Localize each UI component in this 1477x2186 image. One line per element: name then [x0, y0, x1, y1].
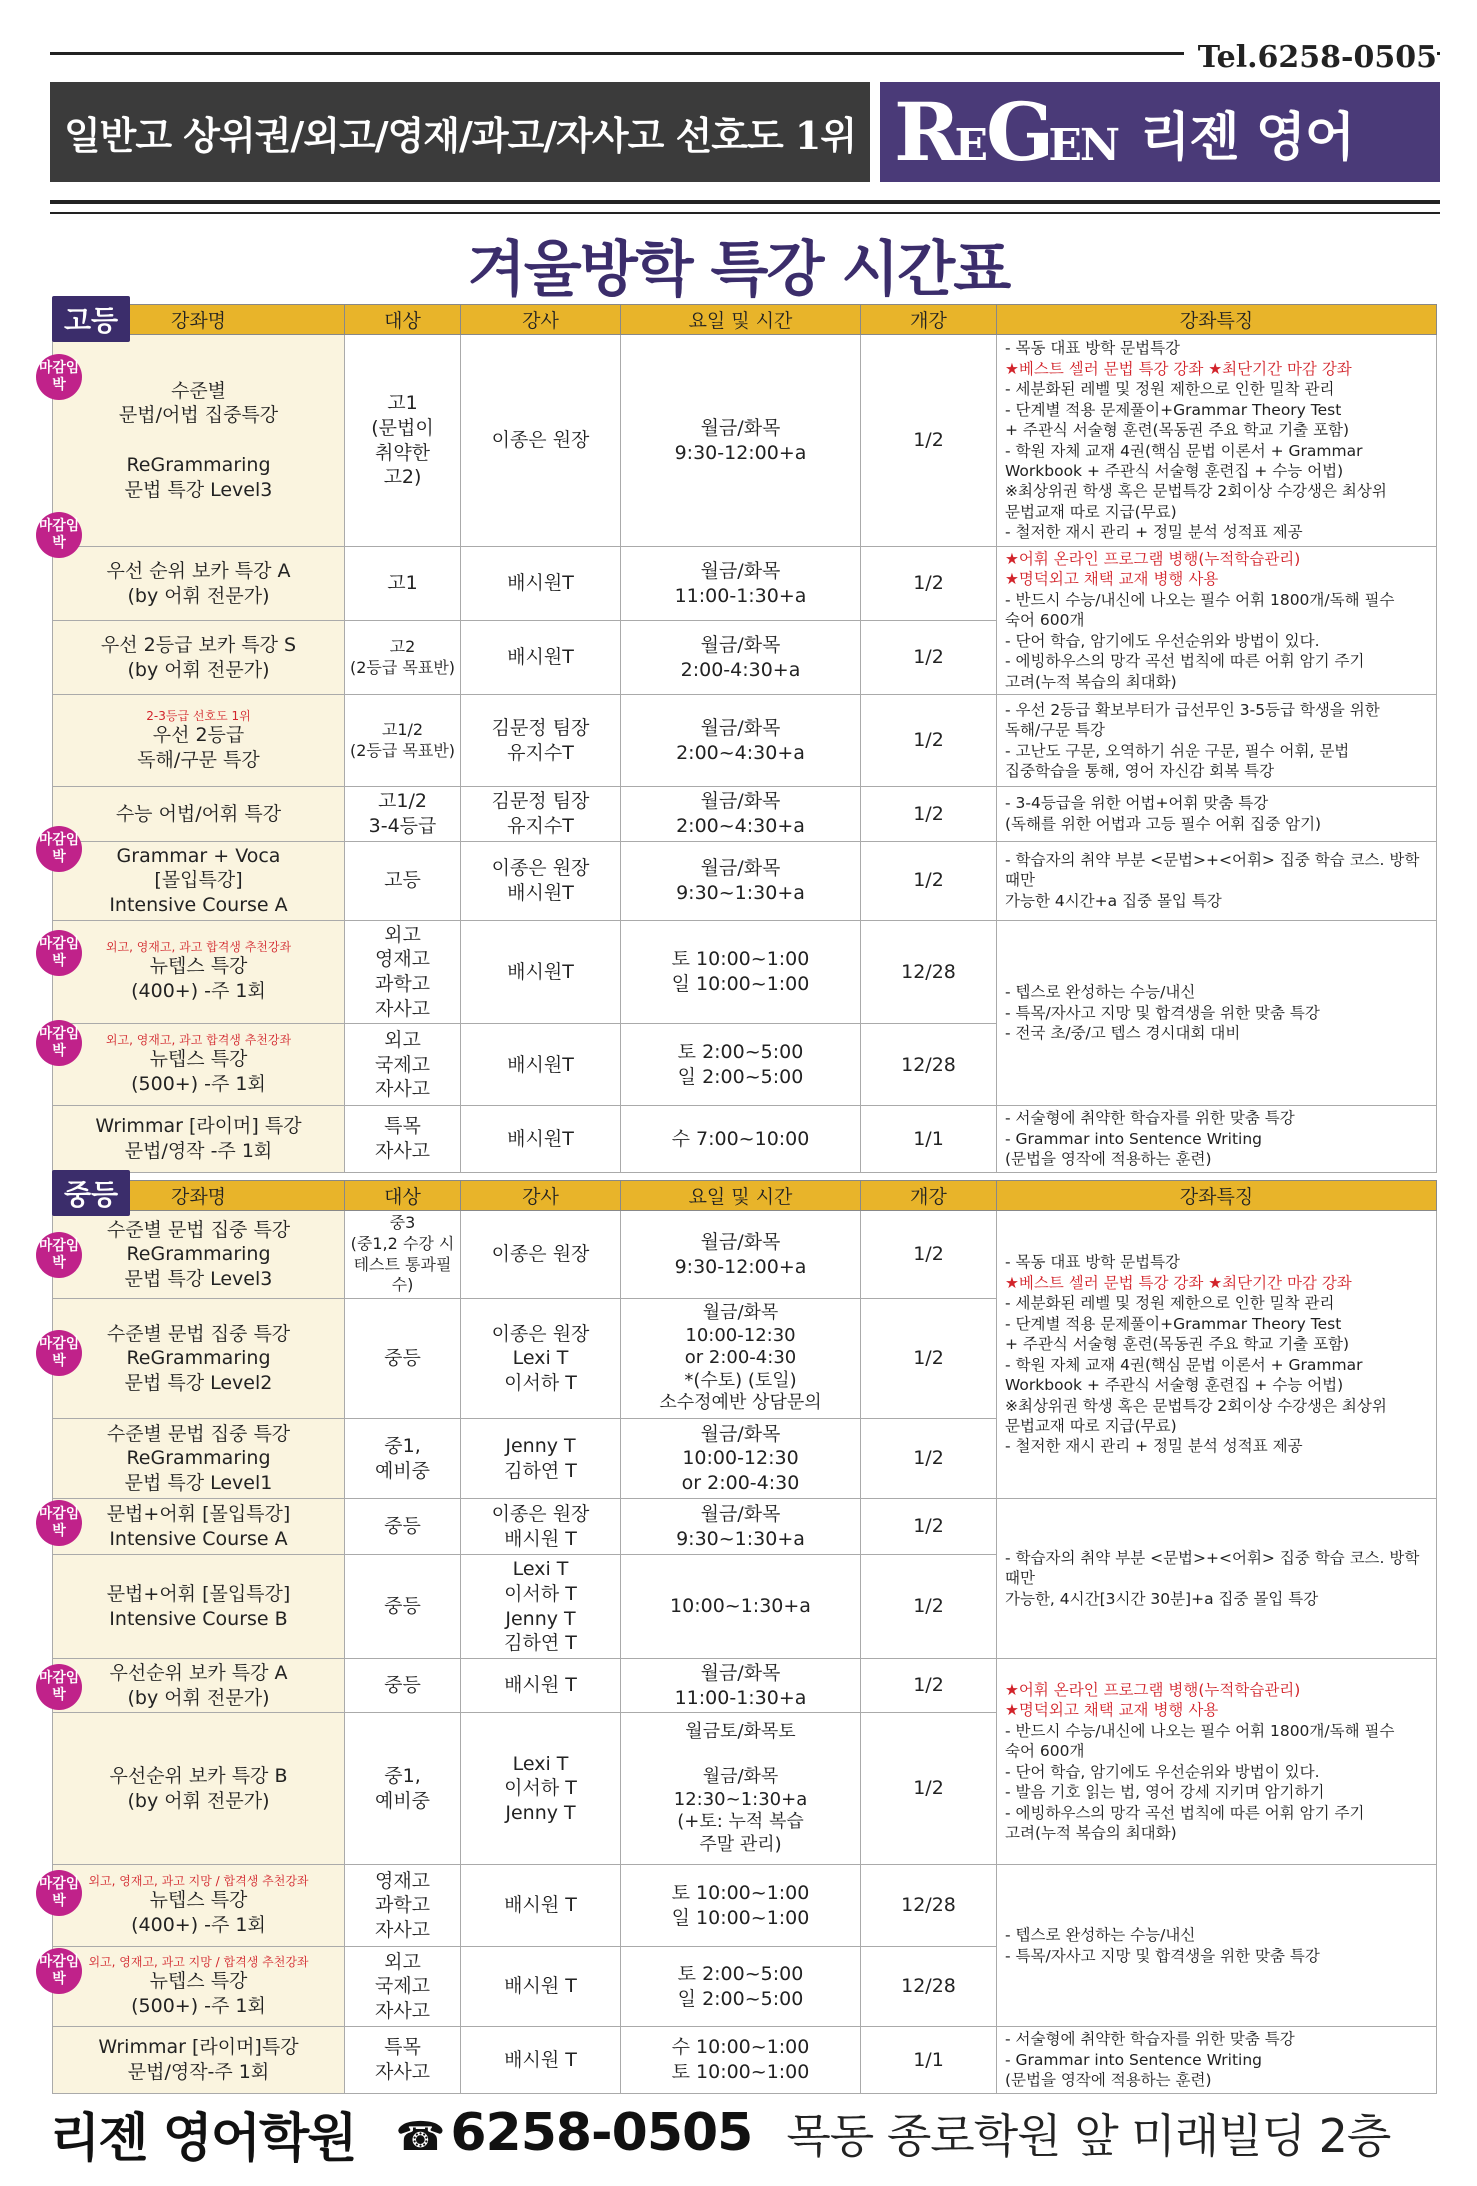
logo-mark: REGEN — [894, 85, 1119, 179]
course-name: 우선순위 보카 특강 A (by 어휘 전문가) — [53, 1658, 345, 1712]
course-teacher: 배시원T — [461, 920, 621, 1024]
col-feature: 강좌특징 — [997, 305, 1437, 335]
course-teacher: 배시원 T — [461, 1658, 621, 1712]
col-start: 개강 — [861, 1181, 997, 1211]
middle-schedule-table — [52, 1180, 1437, 2094]
course-time: 월금/화목 11:00-1:30+a — [621, 547, 861, 621]
footer-phone: ☎ 6258-0505 — [395, 2103, 753, 2163]
course-name: Wrimmar [라이머] 특강 문법/영작 -주 1회 — [53, 1106, 345, 1172]
course-feature: - 서술형에 취약한 학습자를 위한 맞춤 특강 - Grammar into Sentence Writing (문법을 영작에 적용하는 훈련) — [997, 2027, 1437, 2093]
deadline-badge: 마감임박 — [36, 1232, 82, 1278]
course-target: 외고 영재고 과학고 자사고 — [345, 920, 461, 1024]
course-time: 월금/화목 9:30-12:00+a — [621, 1211, 861, 1299]
page-title: 겨울방학 특강 시간표 — [467, 235, 1010, 305]
table-row — [53, 787, 1437, 841]
course-teacher: 배시원T — [461, 547, 621, 621]
table-row — [53, 841, 1437, 920]
course-name: 문법+어휘 [몰입특강] Intensive Course B — [53, 1555, 345, 1659]
course-start: 1/1 — [861, 2027, 997, 2093]
course-start: 1/2 — [861, 695, 997, 787]
course-start: 1/2 — [861, 787, 997, 841]
deadline-badge: 마감임박 — [36, 1870, 82, 1916]
course-name: Wrimmar [라이머]특강 문법/영작-주 1회 — [53, 2027, 345, 2093]
course-name: 외고, 영재고, 과고 지망 / 합격생 추천강좌 뉴텝스 특강 (400+) -주 1회 — [53, 1865, 345, 1947]
course-feature: - 서술형에 취약한 학습자를 위한 맞춤 특강 - Grammar into Sentence Writing (문법을 영작에 적용하는 훈련) — [997, 1106, 1437, 1172]
course-teacher: 이종은 원장 — [461, 1211, 621, 1299]
table-row — [53, 335, 1437, 547]
course-name: Grammar + Voca [몰입특강] Intensive Course A — [53, 841, 345, 920]
footer-address: 목동 종로학원 앞 미래빌딩 2층 — [786, 2109, 1391, 2163]
course-target: 중1, 예비중 — [345, 1419, 461, 1499]
course-teacher: Jenny T 김하연 T — [461, 1419, 621, 1499]
course-teacher: 이종은 원장 배시원T — [461, 841, 621, 920]
course-teacher: 배시원 T — [461, 2027, 621, 2093]
course-name: 수준별 문법/어법 집중특강 ReGrammaring 문법 특강 Level3 — [53, 335, 345, 547]
course-teacher: 배시원 T — [461, 1947, 621, 2027]
table-header-row — [53, 305, 1437, 335]
col-feature: 강좌특징 — [997, 1181, 1437, 1211]
course-target: 중등 — [345, 1299, 461, 1419]
course-feature: - 텝스로 완성하는 수능/내신 - 특목/자사고 지망 및 합격생을 위한 맞춤 특강 — [997, 1865, 1437, 2027]
phone-icon: ☎ — [395, 2114, 445, 2160]
col-time: 요일 및 시간 — [621, 305, 861, 335]
course-teacher: 김문정 팀장 유지수T — [461, 787, 621, 841]
course-name: 우선순위 보카 특강 B (by 어휘 전문가) — [53, 1713, 345, 1865]
course-time: 월금/화목 11:00-1:30+a — [621, 1658, 861, 1712]
table-row — [53, 1211, 1437, 1299]
high-schedule-table — [52, 304, 1437, 1173]
col-target: 대상 — [345, 1181, 461, 1211]
course-start: 1/2 — [861, 1419, 997, 1499]
course-time: 토 10:00~1:00 일 10:00~1:00 — [621, 920, 861, 1024]
deadline-badge: 마감임박 — [36, 512, 82, 558]
table-row — [53, 920, 1437, 1024]
logo-name: 리젠 영어 — [1140, 107, 1355, 168]
deadline-badge: 마감임박 — [36, 1330, 82, 1376]
table-row — [53, 2027, 1437, 2093]
course-feature: - 목동 대표 방학 문법특강 ★베스트 셀러 문법 특강 강좌 ★최단기간 마감 강좌 - 세분화된 레벨 및 정원 제한으로 인한 밀착 관리 - 단계별 적용 문제풀이+Grammar Theory Test + 주관식 서술형 훈련(목동권 주요 학교 기출 포함) - 학원 자체 교재 4권(핵심 문법 이론서 + Grammar Workbook + 주관식 서술형 훈련집 + 수능 어법) ※최상위권 학생 혹은 문법특강 2회이상 수강생은 최상위 문법교재 따로 지급(무료) - 철저한 재시 관리 + 정밀 분석 성적표 제공 — [997, 1211, 1437, 1499]
course-name: 외고, 영재고, 과고 합격생 추천강좌 뉴텝스 특강 (500+) -주 1회 — [53, 1024, 345, 1106]
header-tel: Tel.6258-0505 — [1184, 40, 1437, 75]
table-row — [53, 1658, 1437, 1712]
course-target: 고2 (2등급 목표반) — [345, 621, 461, 695]
course-time: 월금/화목 2:00~4:30+a — [621, 787, 861, 841]
course-teacher: 배시원T — [461, 621, 621, 695]
section-tag-middle: 중등 — [52, 1170, 130, 1216]
course-start: 1/2 — [861, 547, 997, 621]
course-start: 1/2 — [861, 841, 997, 920]
course-start: 1/2 — [861, 1555, 997, 1659]
deadline-badge: 마감임박 — [36, 1664, 82, 1710]
divider — [50, 200, 1440, 204]
course-teacher: 배시원T — [461, 1024, 621, 1106]
course-target: 외고 국제고 자사고 — [345, 1024, 461, 1106]
course-target: 특목 자사고 — [345, 1106, 461, 1172]
course-time: 월금/화목 10:00-12:30 or 2:00-4:30 — [621, 1419, 861, 1499]
course-time: 월금토/화목토 월금/화목 12:30~1:30+a (+토: 누적 복습 주말 관리) — [621, 1713, 861, 1865]
course-feature: - 학습자의 취약 부분 <문법>+<어휘> 집중 학습 코스. 방학때만 가능한 4시간+a 집중 몰입 특강 — [997, 841, 1437, 920]
course-start: 12/28 — [861, 920, 997, 1024]
course-feature: - 3-4등급을 위한 어법+어휘 맞춤 특강 (독해를 위한 어법과 고등 필수 어휘 집중 암기) — [997, 787, 1437, 841]
course-target: 고1/2 (2등급 목표반) — [345, 695, 461, 787]
course-time: 월금/화목 2:00-4:30+a — [621, 621, 861, 695]
deadline-badge: 마감임박 — [36, 930, 82, 976]
course-feature: ★어휘 온라인 프로그램 병행(누적학습관리) ★명덕외고 채택 교재 병행 사용 - 반드시 수능/내신에 나오는 필수 어휘 1800개/독해 필수 숙어 600개 - 단어 학습, 암기에도 우선순위와 방법이 있다. - 에빙하우스의 망각 곡선 법칙에 따른 어휘 암기 주기 고려(누적 복습의 최대화) — [997, 547, 1437, 695]
course-time: 월금/화목 10:00-12:30 or 2:00-4:30 *(수토) (토일) 소수정예반 상담문의 — [621, 1299, 861, 1419]
course-time: 월금/화목 9:30-12:00+a — [621, 335, 861, 547]
course-name: 수준별 문법 집중 특강 ReGrammaring 문법 특강 Level1 — [53, 1419, 345, 1499]
footer — [50, 2098, 1450, 2168]
course-target: 중등 — [345, 1555, 461, 1659]
course-feature: ★어휘 온라인 프로그램 병행(누적학습관리) ★명덕외고 채택 교재 병행 사용 - 반드시 수능/내신에 나오는 필수 어휘 1800개/독해 필수 숙어 600개 - 단어 학습, 암기에도 우선순위와 방법이 있다. - 발음 기호 읽는 법, 영어 강세 지키며 암기하기 - 에빙하우스의 망각 곡선 법칙에 따른 어휘 암기 주기 고려(누적 복습의 최대화) — [997, 1658, 1437, 1864]
col-name: 강좌명 — [53, 1181, 345, 1211]
course-time: 10:00~1:30+a — [621, 1555, 861, 1659]
course-target: 중등 — [345, 1658, 461, 1712]
course-start: 12/28 — [861, 1947, 997, 2027]
course-teacher: 이종은 원장 Lexi T 이서하 T — [461, 1299, 621, 1419]
course-start: 1/2 — [861, 1211, 997, 1299]
deadline-badge: 마감임박 — [36, 826, 82, 872]
col-name: 강좌명 — [53, 305, 345, 335]
deadline-badge: 마감임박 — [36, 1020, 82, 1066]
table-row — [53, 695, 1437, 787]
course-start: 12/28 — [861, 1024, 997, 1106]
col-start: 개강 — [861, 305, 997, 335]
course-name: 외고, 영재고, 과고 지망 / 합격생 추천강좌 뉴텝스 특강 (500+) -주 1회 — [53, 1947, 345, 2027]
course-time: 월금/화목 2:00~4:30+a — [621, 695, 861, 787]
course-name: 우선 2등급 보카 특강 S (by 어휘 전문가) — [53, 621, 345, 695]
divider — [50, 212, 1440, 214]
course-name: 2-3등급 선호도 1위 우선 2등급 독해/구문 특강 — [53, 695, 345, 787]
course-name: 외고, 영재고, 과고 합격생 추천강좌 뉴텝스 특강 (400+) -주 1회 — [53, 920, 345, 1024]
footer-academy-name: 리젠 영어학원 — [50, 2108, 356, 2169]
course-target: 고등 — [345, 841, 461, 920]
course-time: 수 7:00~10:00 — [621, 1106, 861, 1172]
course-feature: - 목동 대표 방학 문법특강 ★베스트 셀러 문법 특강 강좌 ★최단기간 마감 강좌 - 세분화된 레벨 및 정원 제한으로 인한 밀착 관리 - 단계별 적용 문제풀이+Grammar Theory Test + 주관식 서술형 훈련(목동권 주요 학교 기출 포함) - 학원 자체 교재 4권(핵심 문법 이론서 + Grammar Workbook + 주관식 서술형 훈련집 + 수능 어법) ※최상위권 학생 혹은 문법특강 2회이상 수강생은 최상위 문법교재 따로 지급(무료) - 철저한 재시 관리 + 정밀 분석 성적표 제공 — [997, 335, 1437, 547]
course-teacher: Lexi T 이서하 T Jenny T 김하연 T — [461, 1555, 621, 1659]
course-start: 1/2 — [861, 1299, 997, 1419]
course-teacher: 김문정 팀장 유지수T — [461, 695, 621, 787]
course-teacher: 배시원 T — [461, 1865, 621, 1947]
course-teacher: Lexi T 이서하 T Jenny T — [461, 1713, 621, 1865]
course-time: 수 10:00~1:00 토 10:00~1:00 — [621, 2027, 861, 2093]
course-target: 고1 (문법이 취약한 고2) — [345, 335, 461, 547]
course-target: 외고 국제고 자사고 — [345, 1947, 461, 2027]
table-row — [53, 1499, 1437, 1555]
course-teacher: 이종은 원장 배시원 T — [461, 1499, 621, 1555]
course-name: 우선 순위 보카 특강 A (by 어휘 전문가) — [53, 547, 345, 621]
course-time: 월금/화목 9:30~1:30+a — [621, 841, 861, 920]
course-feature: - 텝스로 완성하는 수능/내신 - 특목/자사고 지망 및 합격생을 위한 맞춤 특강 - 전국 초/중/고 텝스 경시대회 대비 — [997, 920, 1437, 1106]
course-start: 1/2 — [861, 1658, 997, 1712]
col-teacher: 강사 — [461, 1181, 621, 1211]
course-name: 수준별 문법 집중 특강 ReGrammaring 문법 특강 Level2 — [53, 1299, 345, 1419]
deadline-badge: 마감임박 — [36, 354, 82, 400]
course-teacher: 이종은 원장 — [461, 335, 621, 547]
course-name: 수능 어법/어휘 특강 — [53, 787, 345, 841]
course-target: 중3 (중1,2 수강 시 테스트 통과필수) — [345, 1211, 461, 1299]
col-target: 대상 — [345, 305, 461, 335]
header-tagline: 일반고 상위권/외고/영재/과고/자사고 선호도 1위 — [50, 82, 870, 182]
col-time: 요일 및 시간 — [621, 1181, 861, 1211]
col-teacher: 강사 — [461, 305, 621, 335]
course-time: 토 10:00~1:00 일 10:00~1:00 — [621, 1865, 861, 1947]
course-start: 1/2 — [861, 1499, 997, 1555]
course-start: 1/2 — [861, 621, 997, 695]
course-feature: - 학습자의 취약 부분 <문법>+<어휘> 집중 학습 코스. 방학때만 가능한, 4시간[3시간 30분]+a 집중 몰입 특강 — [997, 1499, 1437, 1659]
course-target: 영재고 과학고 자사고 — [345, 1865, 461, 1947]
course-start: 12/28 — [861, 1865, 997, 1947]
course-time: 토 2:00~5:00 일 2:00~5:00 — [621, 1947, 861, 2027]
deadline-badge: 마감임박 — [36, 1500, 82, 1546]
section-tag-high: 고등 — [52, 296, 130, 342]
course-start: 1/2 — [861, 1713, 997, 1865]
course-target: 특목 자사고 — [345, 2027, 461, 2093]
course-time: 월금/화목 9:30~1:30+a — [621, 1499, 861, 1555]
course-target: 중1, 예비중 — [345, 1713, 461, 1865]
table-row — [53, 547, 1437, 621]
course-name: 수준별 문법 집중 특강 ReGrammaring 문법 특강 Level3 — [53, 1211, 345, 1299]
course-name: 문법+어휘 [몰입특강] Intensive Course A — [53, 1499, 345, 1555]
course-start: 1/1 — [861, 1106, 997, 1172]
deadline-badge: 마감임박 — [36, 1948, 82, 1994]
course-target: 중등 — [345, 1499, 461, 1555]
regen-logo — [880, 82, 1440, 182]
course-feature: - 우선 2등급 확보부터가 급선무인 3-5등급 학생을 위한 독해/구문 특강 - 고난도 구문, 오역하기 쉬운 구문, 필수 어휘, 문법 집중학습을 통해, 영어 자신감 회복 특강 — [997, 695, 1437, 787]
table-header-row — [53, 1181, 1437, 1211]
course-teacher: 배시원T — [461, 1106, 621, 1172]
course-target: 고1 — [345, 547, 461, 621]
course-time: 토 2:00~5:00 일 2:00~5:00 — [621, 1024, 861, 1106]
course-start: 1/2 — [861, 335, 997, 547]
course-target: 고1/2 3-4등급 — [345, 787, 461, 841]
table-row — [53, 1106, 1437, 1172]
table-row — [53, 1865, 1437, 1947]
